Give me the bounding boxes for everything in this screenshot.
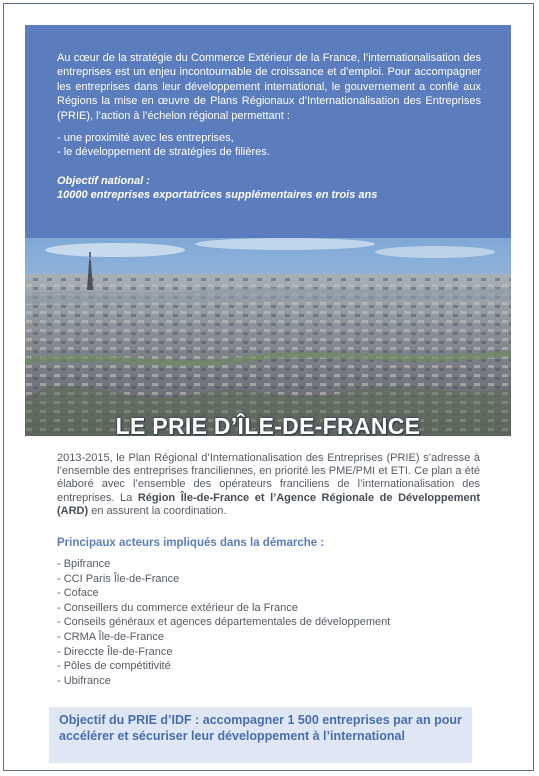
page-title: LE PRIE D’ÎLE-DE-FRANCE [115, 413, 421, 439]
actors-list [57, 557, 390, 688]
prie-description-bold: Région Île-de-France et l’Agence Régionale de Développement (ARD) [57, 491, 480, 517]
list-item: - Pôles de compétitivité [57, 660, 171, 673]
intro-bullet: - le développement de stratégies de filières. [57, 146, 270, 159]
objective-callout [49, 707, 472, 763]
list-item: - Coface [57, 587, 99, 600]
paris-aerial-photo [25, 238, 511, 436]
prie-description-part-2: en assurent la coordination. [88, 504, 227, 517]
prie-description [57, 452, 480, 518]
list-item: - Ubifrance [57, 674, 111, 687]
intro-paragraph: Au cœur de la stratégie du Commerce Extérieur de la France, l’internationalisation des entreprises est un enjeu incontournable de croissance et d’emploi. Pour accompagner les entreprises dans leur développement international, le gouvernement a confié aux Régions la mise en œuvre de Plans Régionaux d’Internationalisation des Entreprises (PRIE), l’action à l’échelon régional permettant : [57, 52, 481, 122]
objective-callout-text: Objectif du PRIE d’IDF : accompagner 1 500 entreprises par an pour accélérer et sécuriser leur développement à l’international [59, 713, 462, 743]
prie-description-part-1: 2013-2015, le Plan Régional d’Internationalisation des Entreprises (PRIE) s’adresse à l’ensemble des entreprises franciliennes, en priorité les PME/PMI et ETI. Ce plan a été élaboré avec l’ensemble des opérateurs franciliens de l’internationalisation des entreprises. La [57, 452, 480, 504]
intro-panel [25, 25, 511, 238]
national-objective-label: Objectif national : [57, 174, 150, 187]
national-objective-value: 10000 entreprises exportatrices supplémentaires en trois ans [57, 188, 378, 201]
list-item: - Bpifrance [57, 558, 111, 570]
intro-bullet: - une proximité avec les entreprises, [57, 132, 234, 145]
list-item: - Conseils généraux et agences départementales de développement [57, 616, 391, 629]
intro-bullet-list [57, 131, 481, 160]
list-item: - CRMA Île-de-France [57, 630, 164, 643]
list-item: - CCI Paris Île-de-France [57, 572, 180, 585]
actors-heading: Principaux acteurs impliqués dans la démarche : [57, 537, 325, 549]
list-item: - Direccte Île-de-France [57, 645, 173, 658]
list-item: - Conseillers du commerce extérieur de la France [57, 601, 298, 614]
